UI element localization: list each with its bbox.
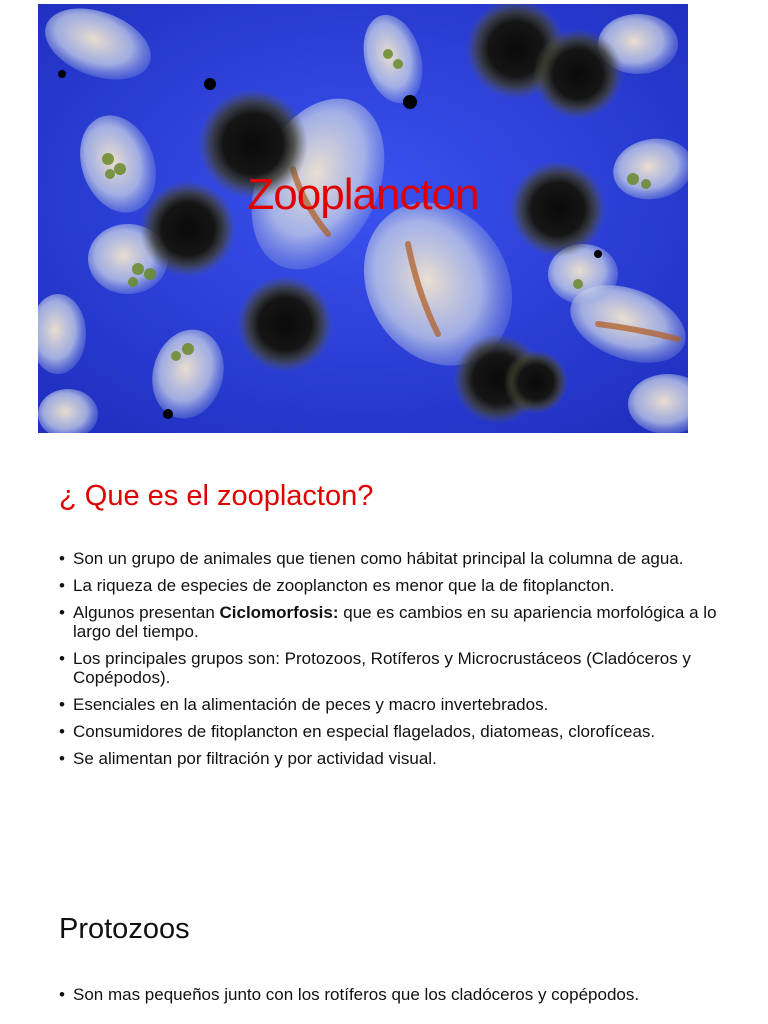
bullet-text: Son mas pequeños junto con los rotíferos que los cladóceros y copépodos.: [73, 985, 640, 1004]
list-item: [59, 749, 719, 768]
bullet-text-before: Algunos presentan: [73, 603, 220, 622]
title-text: ¿ Que es el zooplacton: [59, 480, 358, 512]
bullet-icon: •: [59, 985, 65, 1004]
bullet-icon: •: [59, 576, 65, 595]
bullet-text: Son un grupo de animales que tienen como hábitat principal la columna de agua.: [73, 549, 684, 568]
slide-title: Zooplancton: [247, 170, 479, 219]
list-item: [59, 603, 719, 641]
bullet-text: La riqueza de especies de zooplancton es menor que la de fitoplancton.: [73, 576, 615, 595]
bullet-text: Esenciales en la alimentación de peces y macro invertebrados.: [73, 695, 549, 714]
bullet-icon: •: [59, 722, 65, 741]
question-mark: ?: [357, 480, 374, 512]
list-item: [59, 576, 719, 595]
bullet-icon: •: [59, 549, 65, 568]
zooplankton-micrograph: [38, 4, 688, 433]
bullet-bold-term: Ciclomorfosis:: [219, 603, 339, 622]
bullet-text: Se alimentan por filtración y por actividad visual.: [73, 749, 437, 768]
list-item: [59, 549, 719, 568]
bullet-text: Consumidores de fitoplancton en especial flagelados, diatomeas, clorofíceas.: [73, 722, 656, 741]
bullet-icon: •: [59, 695, 65, 714]
que-es-bullet-list: [59, 549, 719, 776]
section-title-que-es: [59, 479, 373, 513]
bullet-icon: •: [59, 649, 65, 668]
bullet-text-after: que es cambios en su apariencia morfológica a lo largo del tiempo.: [73, 603, 717, 641]
list-item: [59, 695, 719, 714]
section-title-protozoos: Protozoos: [59, 913, 190, 945]
list-item: [59, 649, 719, 687]
list-item: [59, 985, 719, 1004]
bullet-icon: •: [59, 749, 65, 768]
list-item: [59, 722, 719, 741]
bullet-icon: •: [59, 603, 65, 622]
bullet-text: Los principales grupos son: Protozoos, Rotíferos y Microcrustáceos (Cladóceros y Copépodos).: [73, 649, 691, 687]
protozoos-bullet-list: [59, 985, 719, 1012]
